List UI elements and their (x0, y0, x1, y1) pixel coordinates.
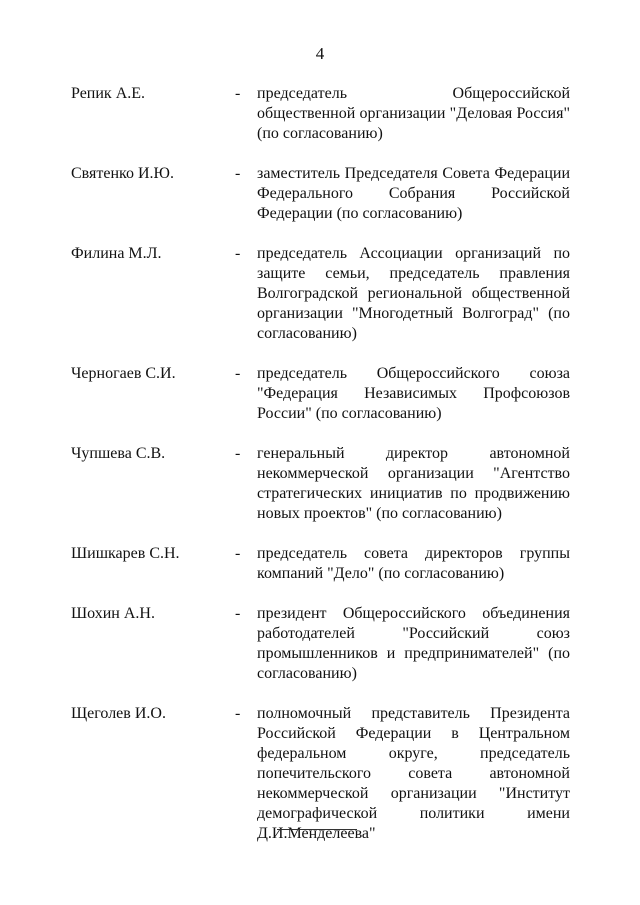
member-name: Шишкарев С.Н. (71, 545, 180, 562)
member-name: Чупшева С.В. (71, 445, 166, 462)
dash-separator: - (235, 365, 241, 382)
page-number: 4 (315, 44, 325, 63)
list-item (0, 704, 640, 844)
member-name: Репик А.Е. (71, 85, 146, 102)
dash-separator: - (235, 705, 241, 722)
list-item (0, 244, 640, 344)
member-position: председатель Ассоциации организаций по защите семьи, председатель правления Волгоградской региональной общественной организации "Многодетный Волгоград" (по согласованию) (257, 245, 570, 342)
list-item (0, 84, 640, 144)
member-position: заместитель Председателя Совета Федерации Федерального Собрания Российской Федерации (по согласованию) (257, 165, 570, 222)
list-item (0, 544, 640, 584)
member-name: Святенко И.Ю. (71, 165, 174, 182)
member-name: Щеголев И.О. (71, 705, 166, 722)
list-item (0, 364, 640, 424)
member-name: Шохин А.Н. (71, 605, 155, 622)
dash-separator: - (235, 165, 241, 182)
dash-separator: - (235, 545, 241, 562)
member-list (0, 84, 640, 864)
dash-separator: - (235, 245, 241, 262)
dash-separator: - (235, 85, 241, 102)
member-position: председатель Общероссийского союза "Федерация Независимых Профсоюзов России" (по согласованию) (257, 365, 570, 422)
member-position: полномочный представитель Президента Российской Федерации в Центральном федеральном округе, председатель попечительского совета автономной некоммерческой организации "Институт демографической политики имени Д.И.Менделеева" (257, 705, 570, 842)
member-position: председатель Общероссийской общественной организации "Деловая Россия" (по согласованию) (257, 85, 570, 142)
member-position: генеральный директор автономной некоммерческой организации "Агентство стратегических инициатив по продвижению новых проектов" (по согласованию) (257, 445, 570, 522)
list-item (0, 444, 640, 524)
end-of-list-rule (277, 829, 357, 830)
member-position: президент Общероссийского объединения работодателей "Российский союз промышленников и предпринимателей" (по согласованию) (257, 605, 570, 682)
member-name: Филина М.Л. (71, 245, 162, 262)
dash-separator: - (235, 445, 241, 462)
member-name: Черногаев С.И. (71, 365, 176, 382)
list-item (0, 164, 640, 224)
member-position: председатель совета директоров группы компаний "Дело" (по согласованию) (257, 545, 570, 582)
dash-separator: - (235, 605, 241, 622)
list-item (0, 604, 640, 684)
